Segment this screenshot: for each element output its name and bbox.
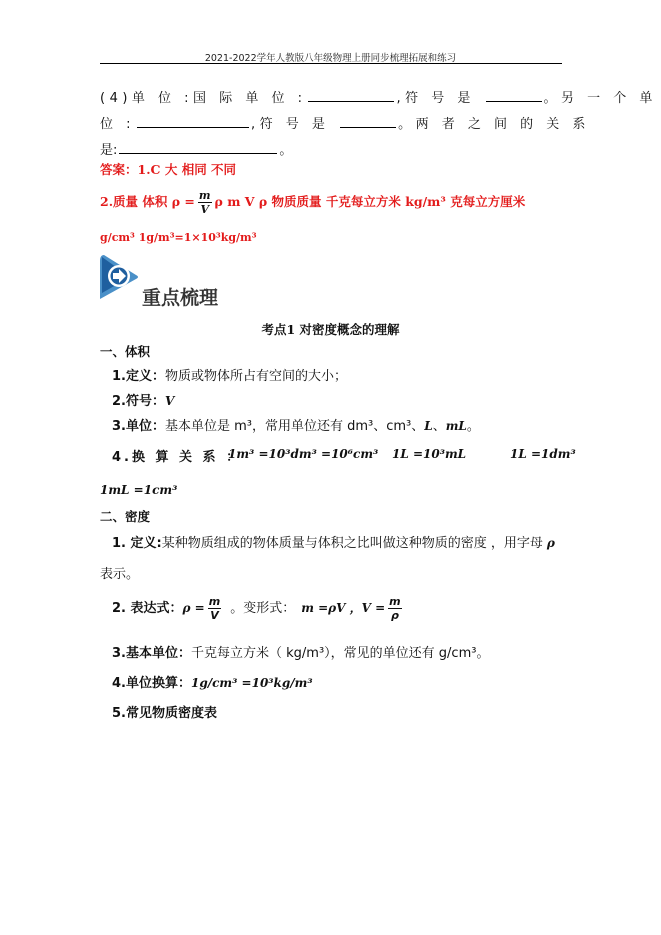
density-heading: 二、密度 (100, 509, 151, 524)
conversion-formula: 1L =10³mL (392, 447, 467, 461)
page-header: 2021-2022学年人教版八年级物理上册同步梳理拓展和练习 (204, 53, 457, 64)
q4-line1: (4)单 位 :国 际 单 位 : ,符 号 是 。另 一 个 单 (100, 91, 657, 106)
header-rule (100, 63, 562, 64)
fraction: $\frac{m}{V}$ (208, 595, 221, 622)
arrow-right-icon (100, 253, 140, 301)
q4-line3: 是: 。 (100, 143, 293, 158)
density-definition-tail: 表示。 (100, 567, 140, 582)
blank-field[interactable] (119, 141, 277, 154)
volume-conversion-label: 4.换 算 关 系 ： (112, 450, 243, 465)
blank-field[interactable] (308, 89, 394, 102)
density-table-label: 5.常见物质密度表 (112, 706, 217, 721)
answer-line2: 2.质量 体积 ρ = $\frac{m}{V}$ ρ m V ρ 物质质量 千克每立方米 kg/m³ 克每立方厘米 (100, 189, 526, 216)
conversion-formula: 1mL =1cm³ (100, 483, 178, 497)
density-definition: 1. 定义:某种物质组成的物体质量与体积之比叫做这种物质的密度 ，用字母 ρ (112, 536, 555, 551)
volume-heading: 一、体积 (100, 344, 151, 359)
fraction: $\frac{m}{\rho}$ (389, 595, 401, 622)
density-conversion: 4.单位换算：1g/cm³ =10³kg/m³ (112, 676, 313, 691)
volume-definition: 1.定义：物质或物体所占有空间的大小； (112, 369, 347, 384)
conversion-formula: 1m³ =10³dm³ =10⁶cm³ (228, 447, 379, 461)
conversion-formula: 1L =1dm³ (510, 447, 576, 461)
section-banner-title: 重点梳理 (142, 287, 219, 309)
fraction: $\frac{m}{V}$ (198, 189, 211, 216)
q4-line2: 位 : ,符 号 是 。两 者 之 间 的 关 系 (100, 117, 590, 132)
answer-line3: g/cm³ 1g/m³=1×10³kg/m³ (100, 231, 257, 244)
blank-field[interactable] (137, 115, 249, 128)
answer-line1: 答案：1.C 大 相同 不同 (100, 162, 237, 177)
volume-symbol: 2.符号：V (112, 394, 175, 409)
density-unit: 3.基本单位：千克每立方米（ kg/m³），常见的单位还有 g/cm³。 (112, 646, 490, 661)
blank-field[interactable] (486, 89, 542, 102)
volume-unit: 3.单位：基本单位是 m³，常用单位还有 dm³、cm³、L、mL。 (112, 419, 480, 434)
blank-field[interactable] (340, 115, 396, 128)
density-expression: 2. 表达式：ρ = $\frac{m}{V}$ 。变形式： m =ρV ，V = $\frac{m}{\rho}$ (112, 595, 401, 622)
section-title: 考点1 对密度概念的理解 (261, 322, 400, 337)
